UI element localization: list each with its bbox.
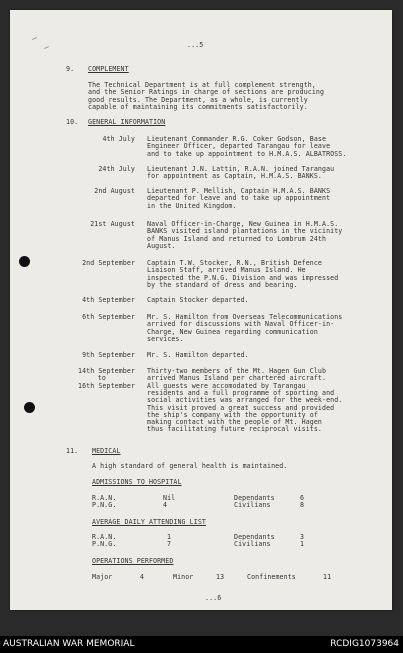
- table-title: AVERAGE DAILY ATTENDING LIST: [92, 518, 206, 526]
- footer-source: AUSTRALIAN WAR MEMORIAL: [3, 639, 135, 649]
- table-cell: Civilians: [234, 501, 271, 510]
- table-cell: 11: [323, 573, 332, 581]
- entry-text: thus facilitating future reciprocal visits.: [147, 425, 322, 434]
- entry-date: 2nd September: [82, 259, 135, 267]
- section-heading: COMPLEMENT: [88, 65, 129, 73]
- footer-id: RCDIG1073964: [330, 639, 399, 649]
- paragraph-line: The Technical Department is at full complement strength,: [88, 81, 316, 89]
- section-heading: GENERAL INFORMATION: [88, 118, 166, 126]
- entry-text: residents and a full programme of sporting and: [147, 388, 335, 397]
- entry-date: 16th September: [78, 381, 135, 390]
- entry-text: social activities was arranged for the week-end.: [147, 396, 343, 405]
- entry-text: of Manus Island and returned to Lombrum 24th: [147, 234, 327, 243]
- entry-text: Lieutenant J.N. Lattin, R.A.N. joined Tarangau: [147, 165, 335, 173]
- entry-text: Charge, New Guinea regarding communication: [147, 327, 318, 336]
- table-cell: 7: [167, 540, 172, 549]
- entry-text: Naval Officer-in-Charge, New Guinea in H.M.A.S.: [147, 220, 339, 228]
- entry-text: Captain T.W. Stocker, R.N., British Defence: [147, 259, 322, 267]
- table-cell: 1: [300, 540, 305, 549]
- entry-text: the ship's company with the opportunity of: [147, 410, 318, 419]
- entry-date: 24th July: [98, 165, 135, 173]
- entry-text: arrived for discussions with Naval Officer-in-: [147, 320, 335, 329]
- entry-date: 14th September: [78, 367, 135, 375]
- table-title: OPERATIONS PERFORMED: [92, 557, 174, 565]
- section-number: 10.: [66, 118, 79, 126]
- table-title: ADMISSIONS TO HOSPITAL: [92, 478, 182, 486]
- table-cell: 13: [216, 573, 225, 581]
- table-cell: Civilians: [234, 540, 271, 549]
- entry-date: 9th September: [82, 351, 135, 359]
- footer-bar: [0, 636, 403, 653]
- entry-text: Mr. S. Hamilton from Overseas Telecommunications: [147, 313, 343, 321]
- entry-text: BANKS visited island plantations in the vicinity: [147, 227, 343, 236]
- table-cell: Major: [92, 573, 113, 581]
- entry-date: 4th July: [102, 135, 135, 143]
- entry-text: making contact with the people of Mt. Hagen: [147, 418, 322, 427]
- entry-text: departed for leave and to take up appointment: [147, 194, 331, 203]
- entry-text: Liaison Staff, arrived Manus Island. He: [147, 266, 306, 275]
- punch-hole: [19, 256, 30, 267]
- table-cell: R.A.N.: [92, 533, 117, 541]
- table-cell: 8: [300, 501, 305, 510]
- paragraph-line: and the Senior Ratings in charge of sections are producing: [88, 88, 325, 97]
- table-cell: 3: [300, 533, 305, 541]
- entry-text: in the United Kingdom.: [147, 201, 237, 210]
- paragraph-line: good results. The Department, as a whole, is currently: [88, 95, 308, 104]
- section-number: 11.: [66, 447, 79, 455]
- entry-text: arrived Manus Island per chartered aircraft.: [147, 374, 327, 383]
- table-cell: 1: [167, 533, 172, 541]
- section-heading: MEDICAL: [92, 447, 121, 455]
- table-cell: Confinements: [247, 573, 296, 581]
- entry-date: 2nd August: [94, 187, 135, 195]
- table-cell: Dependants: [234, 494, 275, 502]
- page-number-bottom: ...6: [205, 594, 222, 602]
- table-cell: R.A.N.: [92, 494, 117, 502]
- table-cell: Dependants: [234, 533, 275, 541]
- entry-text: Engineer Officer, departed Tarangau for leave: [147, 142, 331, 151]
- entry-date: 6th September: [82, 313, 135, 321]
- entry-text: inspected the P.N.G. Division and was impressed: [147, 273, 339, 282]
- section-number: 9.: [66, 65, 75, 73]
- entry-text: Captain Stocker departed.: [147, 296, 249, 304]
- entry-text: This visit proved a great success and provided: [147, 403, 335, 412]
- paragraph-line: A high standard of general health is maintained.: [92, 462, 288, 470]
- entry-date: 4th September: [82, 296, 135, 304]
- entry-text: and to take up appointment to H.M.A.S. ALBATROSS.: [147, 149, 347, 158]
- table-cell: Minor: [173, 573, 194, 581]
- table-cell: 4: [163, 501, 168, 510]
- entry-text: by the standard of dress and bearing.: [147, 280, 298, 289]
- entry-text: August.: [147, 241, 176, 250]
- entry-text: Thirty-two members of the Mt. Hagen Gun Club: [147, 367, 327, 375]
- entry-date: to: [97, 374, 106, 383]
- page-number-top: ...5: [187, 41, 204, 49]
- entry-date: 21st August: [90, 220, 135, 228]
- entry-text: for appointment as Captain, H.M.A.S. BANKS.: [147, 172, 322, 181]
- paragraph-line: capable of maintaining its commitments satisfactorily.: [88, 102, 308, 111]
- table-cell: P.N.G.: [92, 540, 117, 549]
- entry-text: Lieutenant Commander R.G. Coker Godson, Base: [147, 135, 327, 143]
- punch-hole: [24, 402, 35, 413]
- table-cell: Nil: [163, 494, 176, 502]
- table-cell: P.N.G.: [92, 501, 117, 510]
- table-cell: 6: [300, 494, 305, 502]
- entry-text: Mr. S. Hamilton departed.: [147, 351, 249, 359]
- entry-text: All guests were accomodated by Tarangau: [147, 381, 306, 390]
- entry-text: Lieutenant P. Mellish, Captain H.M.A.S. BANKS: [147, 187, 331, 195]
- table-cell: 4: [140, 573, 145, 581]
- entry-text: services.: [147, 334, 184, 343]
